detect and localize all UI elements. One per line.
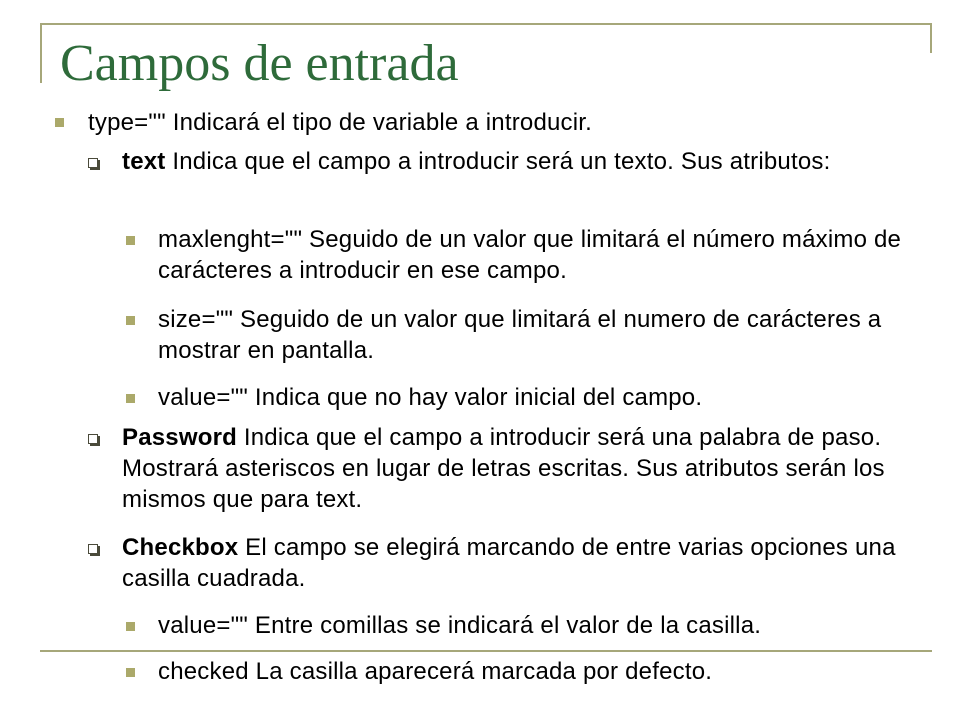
- size-keyword: size="": [158, 306, 234, 333]
- maxlength-keyword: maxlenght="": [158, 226, 303, 253]
- checkbox-bullet-icon: [88, 434, 98, 444]
- square-bullet-icon: [126, 394, 135, 403]
- password-keyword: Password: [122, 424, 237, 451]
- square-bullet-icon: [126, 316, 135, 325]
- bullet-password: [122, 422, 922, 515]
- type-attribute-text: Indicará el tipo de variable a introducir.: [165, 109, 593, 136]
- bullet-checkbox: [122, 532, 922, 594]
- slide-frame-top: [40, 23, 932, 25]
- value-checkbox-keyword: value="": [158, 612, 249, 639]
- square-bullet-icon: [126, 622, 135, 631]
- value-keyword: value="": [158, 384, 249, 411]
- slide-frame-right: [930, 23, 932, 53]
- maxlength-description: Seguido de un valor que limitará el número máximo de carácteres a introducir en ese campo.: [158, 226, 902, 284]
- checkbox-bullet-icon: [88, 158, 98, 168]
- size-description: Seguido de un valor que limitará el numero de carácteres a mostrar en pantalla.: [158, 306, 882, 364]
- square-bullet-icon: [55, 118, 64, 127]
- bullet-value-checkbox: [158, 610, 920, 641]
- type-attribute-keyword: type="": [88, 109, 166, 136]
- password-description: Indica que el campo a introducir será una palabra de paso. Mostrará asteriscos en lugar de letras escritas. Sus atributos serán los mismos que para text.: [122, 424, 885, 513]
- checkbox-description: El campo se elegirá marcando de entre varias opciones una casilla cuadrada.: [122, 534, 896, 592]
- value-description: Indica que no hay valor inicial del campo.: [248, 384, 703, 411]
- checkbox-bullet-icon: [88, 544, 98, 554]
- checkbox-keyword: Checkbox: [122, 534, 239, 561]
- value-checkbox-description: Entre comillas se indicará el valor de la casilla.: [248, 612, 762, 639]
- slide-frame-left: [40, 23, 42, 83]
- bullet-type-attribute: [88, 107, 918, 138]
- bullet-text-field: [122, 146, 922, 177]
- bullet-maxlength: [158, 224, 920, 286]
- bullet-size: [158, 304, 920, 366]
- text-field-description: Indica que el campo a introducir será un texto. Sus atributos:: [165, 148, 831, 175]
- slide-title: Campos de entrada: [60, 35, 459, 92]
- slide-frame-bottom: [40, 650, 932, 652]
- square-bullet-icon: [126, 236, 135, 245]
- square-bullet-icon: [126, 668, 135, 677]
- bullet-checked: checked La casilla aparecerá marcada por defecto.: [158, 658, 713, 685]
- bullet-value-text: [158, 382, 920, 413]
- text-field-keyword: text: [122, 148, 166, 175]
